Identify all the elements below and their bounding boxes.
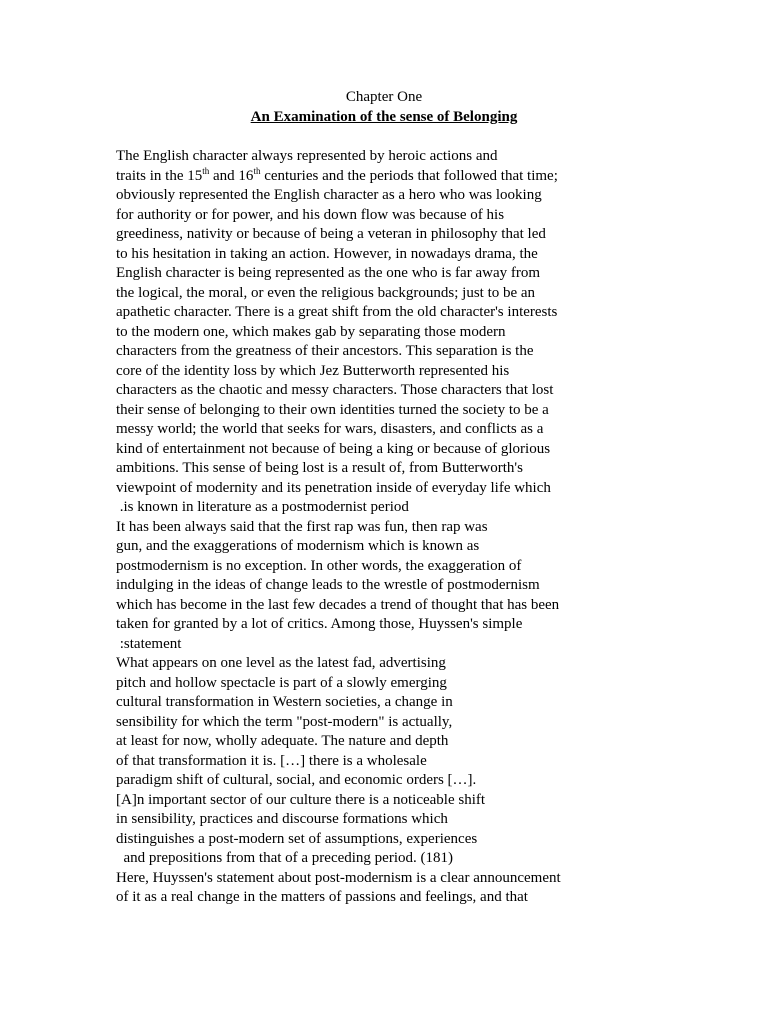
chapter-label: Chapter One (345, 89, 423, 105)
quote-line: paradigm shift of cultural, social, and economic orders […]. (116, 772, 477, 788)
text-line: to his hesitation in taking an action. However, in nowadays drama, the (116, 245, 538, 262)
quote-line: [A]n important sector of our culture there is a noticeable shift (116, 791, 486, 808)
superscript: th (202, 165, 210, 176)
text-line: core of the identity loss by which Jez Butterworth represented his (116, 362, 510, 379)
text-line: greediness, nativity or because of being a veteran in philosophy that led (116, 226, 546, 242)
text-line: English character is being represented as the one who is far away from (116, 265, 541, 281)
text-line: their sense of belonging to their own identities turned the society to be a (116, 401, 549, 418)
quote-line: and prepositions from that of a preceding period. (181) (116, 850, 453, 866)
text-line: indulging in the ideas of change leads to the wrestle of postmodernism (116, 577, 540, 593)
text-line: kind of entertainment not because of being a king or because of glorious (116, 440, 551, 457)
text-line: which has become in the last few decades a trend of thought that has been (116, 596, 560, 613)
text-line: taken for granted by a lot of critics. Among those, Huyssen's simple (116, 616, 523, 632)
text-line: postmodernism is no exception. In other words, the exaggeration of (116, 557, 522, 574)
quote-line: at least for now, wholly adequate. The nature and depth (116, 733, 449, 749)
text-line: apathetic character. There is a great shift from the old character's interests (116, 304, 558, 320)
text-line: Here, Huyssen's statement about post-modernism is a clear announcement (116, 869, 561, 886)
quote-line: in sensibility, practices and discourse formations which (116, 811, 448, 827)
quote-line: cultural transformation in Western societies, a change in (116, 694, 453, 710)
text-line: obviously represented the English character as a hero who was looking (116, 187, 542, 203)
text-fragment: and 16 (209, 167, 254, 184)
text-line: to the modern one, which makes gab by separating those modern (116, 323, 506, 340)
quote-line: of that transformation it is. […] there is a wholesale (116, 752, 427, 769)
text-line: for authority or for power, and his down flow was because of his (116, 206, 505, 223)
superscript: th (253, 165, 261, 176)
text-line: viewpoint of modernity and its penetration inside of everyday life which (116, 479, 551, 496)
chapter-title: An Examination of the sense of Belonging (250, 109, 518, 125)
text-line: characters as the chaotic and messy characters. Those characters that lost (116, 382, 554, 398)
text-line: :statement (116, 635, 182, 652)
text-fragment: traits in the 15 (116, 167, 203, 184)
text-line: messy world; the world that seeks for wars, disasters, and conflicts as a (116, 421, 544, 437)
quote-line: pitch and hollow spectacle is part of a slowly emerging (116, 674, 447, 691)
quote-line: sensibility for which the term "post-modern" is actually, (116, 713, 453, 730)
text-line: The English character always represented by heroic actions and (116, 148, 498, 164)
text-line: of it as a real change in the matters of passions and feelings, and that (116, 889, 528, 905)
text-line: It has been always said that the first rap was fun, then rap was (116, 518, 488, 535)
text-fragment: centuries and the periods that followed that time; (260, 167, 558, 184)
text-line: characters from the greatness of their ancestors. This separation is the (116, 343, 534, 359)
text-line: the logical, the moral, or even the religious backgrounds; just to be an (116, 284, 536, 301)
text-line: ambitions. This sense of being lost is a result of, from Butterworth's (116, 460, 523, 476)
body-text (116, 147, 676, 908)
quote-line: What appears on one level as the latest fad, advertising (116, 655, 446, 671)
quote-line: distinguishes a post-modern set of assumptions, experiences (116, 830, 478, 847)
text-line: .is known in literature as a postmodernist period (116, 499, 409, 515)
text-line-centuries (116, 167, 676, 187)
text-line: gun, and the exaggerations of modernism which is known as (116, 538, 480, 554)
